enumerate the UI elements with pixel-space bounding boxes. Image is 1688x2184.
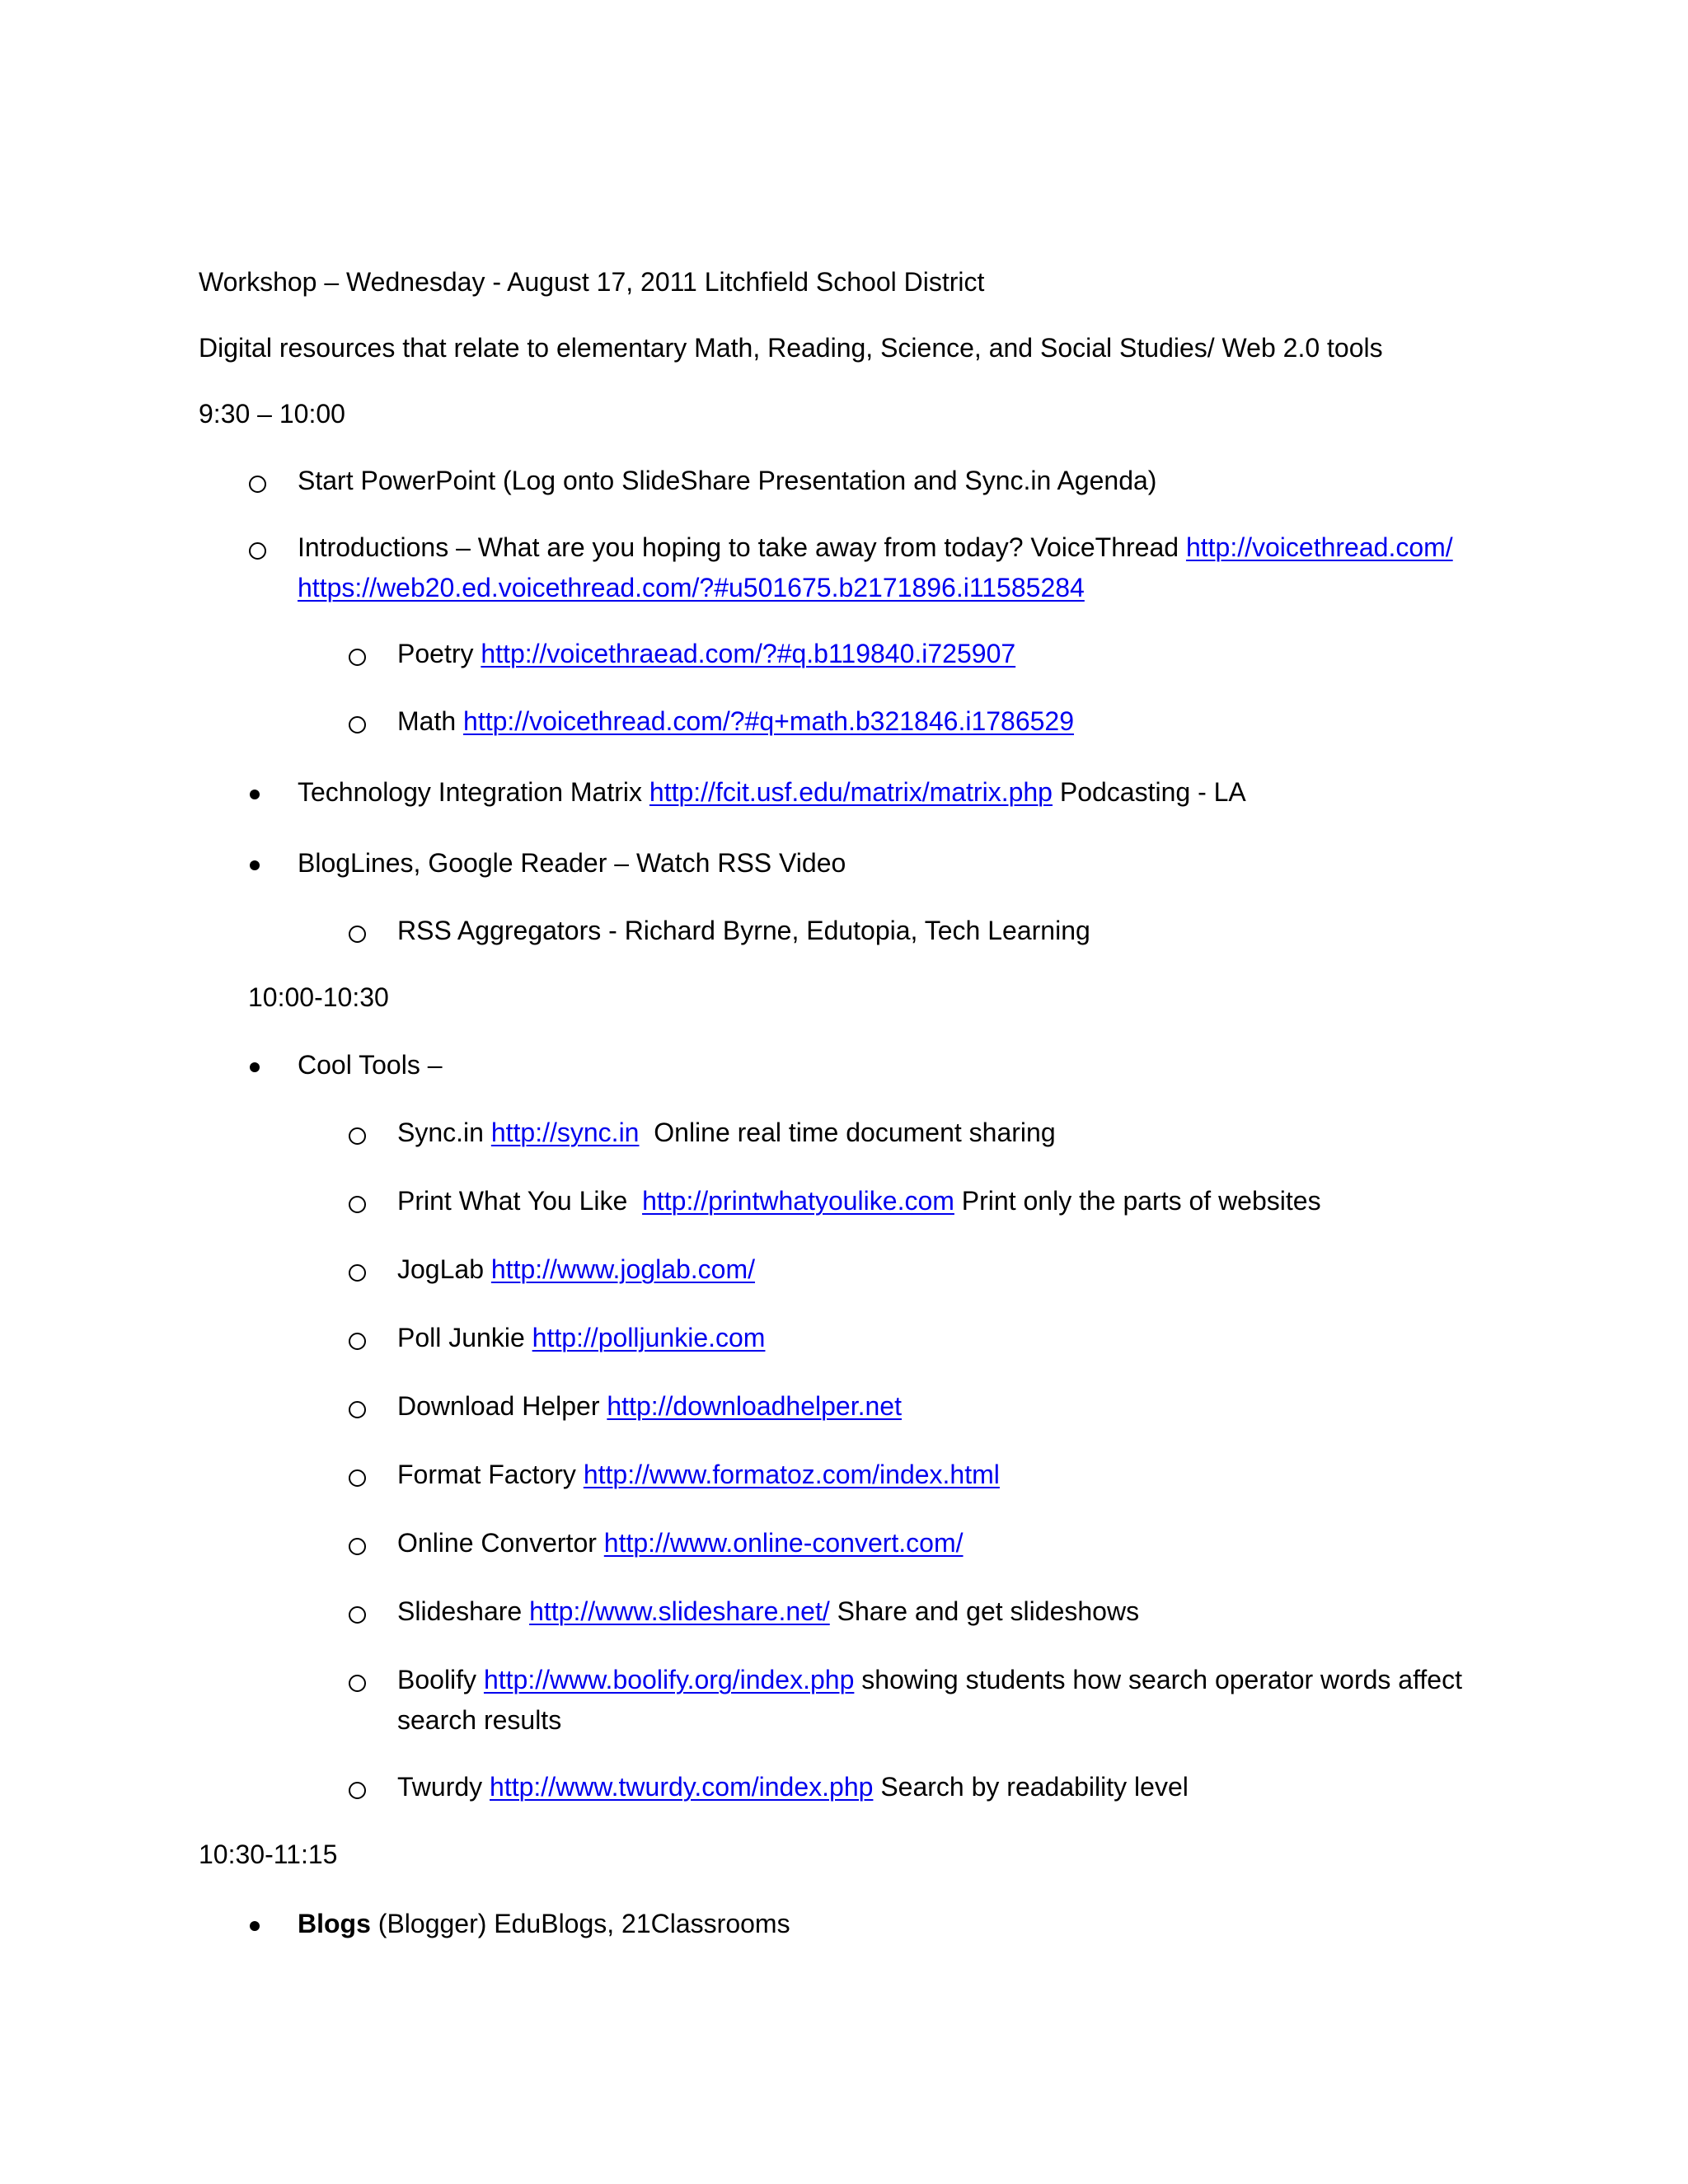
hollow-bullet-icon	[349, 716, 366, 733]
sub-item-math	[397, 701, 1074, 743]
blogs-bold-label: Blogs	[298, 1909, 371, 1938]
tool-name: Sync.in	[397, 1118, 491, 1147]
solid-bullet-icon	[250, 860, 260, 870]
tool-item-onlineconvertor	[397, 1523, 964, 1564]
math-label: Math	[397, 706, 464, 736]
tool-link[interactable]: http://www.boolify.org/index.php	[483, 1665, 855, 1694]
hollow-bullet-icon	[349, 1401, 366, 1418]
tool-name: Slideshare	[397, 1596, 530, 1626]
tool-desc: Online real time document sharing	[639, 1118, 1056, 1147]
hollow-bullet-icon	[349, 1606, 366, 1624]
list-item-blogs	[298, 1904, 790, 1945]
solid-bullet-icon	[250, 1921, 260, 1931]
time-slot-1: 9:30 – 10:00	[199, 399, 345, 429]
solid-bullet-icon	[250, 790, 260, 799]
tech-matrix-label: Technology Integration Matrix	[298, 777, 649, 807]
list-item-tech-matrix	[298, 772, 1246, 813]
tool-link[interactable]: http://www.online-convert.com/	[603, 1528, 964, 1558]
voicethread-link[interactable]: http://voicethread.com/	[1185, 532, 1453, 562]
hollow-bullet-icon	[349, 1127, 366, 1145]
tool-link[interactable]: http://sync.in	[490, 1118, 640, 1147]
hollow-bullet-icon	[349, 1196, 366, 1213]
voicethread-web20-link[interactable]: https://web20.ed.voicethread.com/?#u501675.b2171896.i11585284	[298, 573, 1085, 602]
hollow-bullet-icon	[349, 649, 366, 666]
hollow-bullet-icon	[249, 542, 266, 560]
tool-desc: Search by readability level	[873, 1772, 1189, 1802]
introductions-text: Introductions – What are you hoping to take away from today? VoiceThread	[298, 532, 1186, 562]
tool-item-printwhatyoulike	[397, 1181, 1321, 1222]
tool-item-downloadhelper	[397, 1386, 902, 1427]
time-slot-3: 10:30-11:15	[199, 1840, 338, 1869]
list-item-start-powerpoint: Start PowerPoint (Log onto SlideShare Presentation and Sync.in Agenda)	[298, 466, 1157, 495]
tool-link[interactable]: http://polljunkie.com	[532, 1323, 766, 1352]
hollow-bullet-icon	[349, 1675, 366, 1692]
tool-name: Boolify	[397, 1665, 484, 1694]
list-item-cool-tools: Cool Tools –	[298, 1050, 443, 1080]
list-item-introductions	[298, 527, 1453, 569]
hollow-bullet-icon	[349, 1538, 366, 1555]
list-item-bloglines: BlogLines, Google Reader – Watch RSS Video	[298, 848, 846, 878]
tool-name: Online Convertor	[397, 1528, 604, 1558]
tool-name: Format Factory	[397, 1460, 584, 1489]
tool-item-boolify	[397, 1660, 1462, 1701]
tool-item-twurdy	[397, 1767, 1189, 1808]
list-item-introductions-cont	[298, 568, 1085, 609]
sub-item-poetry	[397, 634, 1015, 675]
solid-bullet-icon	[250, 1062, 260, 1072]
workshop-title: Workshop – Wednesday - August 17, 2011 Litchfield School District	[199, 267, 985, 297]
tool-desc: showing students how search operator words affect	[854, 1665, 1462, 1694]
time-slot-2: 10:00-10:30	[248, 982, 389, 1012]
tool-name: Print What You Like	[397, 1186, 643, 1216]
tool-item-boolify-cont: search results	[397, 1705, 562, 1735]
podcasting-label: Podcasting - LA	[1052, 777, 1246, 807]
tool-name: Download Helper	[397, 1391, 607, 1421]
hollow-bullet-icon	[349, 1782, 366, 1799]
tool-item-syncin	[397, 1113, 1056, 1154]
tool-name: Twurdy	[397, 1772, 490, 1802]
tool-link[interactable]: http://www.joglab.com/	[490, 1254, 756, 1284]
tool-item-slideshare	[397, 1591, 1139, 1633]
hollow-bullet-icon	[349, 1333, 366, 1350]
blogs-text: (Blogger) EduBlogs, 21Classrooms	[370, 1909, 790, 1938]
workshop-subtitle: Digital resources that relate to elementary Math, Reading, Science, and Social Studies/ Web 2.0 tools	[199, 333, 1383, 363]
tool-name: JogLab	[397, 1254, 491, 1284]
tool-link[interactable]: http://printwhatyoulike.com	[642, 1186, 954, 1216]
tool-link[interactable]: http://www.slideshare.net/	[529, 1596, 830, 1626]
tool-desc: Print only the parts of websites	[954, 1186, 1321, 1216]
hollow-bullet-icon	[349, 1264, 366, 1282]
tool-link[interactable]: http://www.twurdy.com/index.php	[490, 1772, 874, 1802]
hollow-bullet-icon	[249, 476, 266, 493]
sub-item-rss: RSS Aggregators - Richard Byrne, Edutopia, Tech Learning	[397, 916, 1090, 945]
tool-name: Poll Junkie	[397, 1323, 532, 1352]
tool-item-joglab	[397, 1249, 755, 1291]
poetry-label: Poetry	[397, 639, 481, 668]
tool-desc: Share and get slideshows	[829, 1596, 1140, 1626]
tool-link[interactable]: http://www.formatoz.com/index.html	[583, 1460, 1000, 1489]
hollow-bullet-icon	[349, 926, 366, 943]
hollow-bullet-icon	[349, 1469, 366, 1487]
tool-link[interactable]: http://downloadhelper.net	[607, 1391, 902, 1421]
poetry-link[interactable]: http://voicethraead.com/?#q.b119840.i725907	[481, 639, 1016, 668]
math-link[interactable]: http://voicethread.com/?#q+math.b321846.i1786529	[463, 706, 1075, 736]
tool-item-formatfactory	[397, 1455, 1000, 1496]
tech-matrix-link[interactable]: http://fcit.usf.edu/matrix/matrix.php	[649, 777, 1053, 807]
tool-item-polljunkie	[397, 1318, 765, 1359]
